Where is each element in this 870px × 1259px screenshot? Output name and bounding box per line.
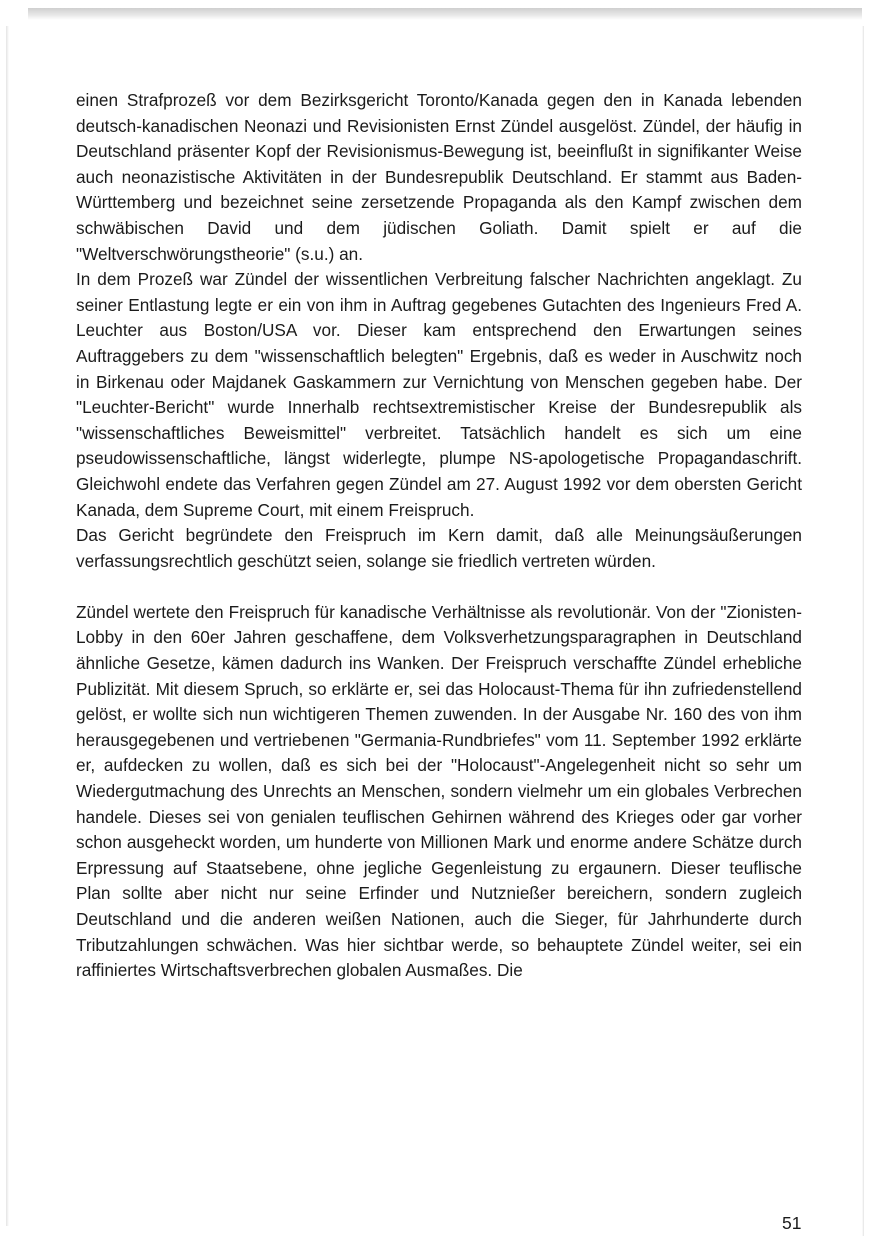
scan-right-edge — [862, 26, 864, 1236]
paragraph-4: Zündel wertete den Freispruch für kanadische Verhältnisse als revolutionär. Von der "Zionisten-Lobby in den 60er Jahren geschaffene, dem Volksverhetzungsparagraphen in Deutschland ähnliche Gesetze, kämen dadurch ins Wanken. Der Freispruch verschaffte Zündel erhebliche Publizität. Mit diesem Spruch, so erklärte er, sei das Holocaust-Thema für ihn zufriedenstellend gelöst, er wollte sich nun wichtigeren Themen zuwenden. In der Ausgabe Nr. 160 des von ihm herausgegebenen und vertriebenen "Germania-Rundbriefes" vom 11. September 1992 erklärte er, aufdecken zu wollen, daß es sich bei der "Holocaust"-Angelegenheit nicht so sehr um Wiedergutmachung des Unrechts an Menschen, sondern vielmehr um ein globales Verbrechen handele. Dieses sei von genialen teuflischen Gehirnen während des Krieges oder gar vorher schon ausgeheckt worden, um hunderte von Millionen Mark und enorme andere Schätze durch Erpressung auf Staatsebene, ohne jegliche Gegenleistung zu ergaunern. Dieser teuflische Plan sollte aber nicht nur seine Erfinder und Nutznießer bereichern, sondern zugleich Deutschland und die anderen weißen Nationen, auch die Sieger, für Jahrhunderte durch Tributzahlungen schwächen. Was hier sichtbar werde, so behauptete Zündel weiter, sei ein raffiniertes Wirtschaftsverbrechen globalen Ausmaßes. Die — [76, 601, 802, 981]
paragraph-2: In dem Prozeß war Zündel der wissentlichen Verbreitung falscher Nachrichten angeklagt. Zu seiner Entlastung legte er ein von ihm in Auftrag gegebenes Gutachten des Ingenieurs Fred A. Leuchter aus Boston/USA vor. Dieser kam entsprechend den Erwartungen seines Auftraggebers zu dem "wissenschaftlich belegten" Ergebnis, daß es weder in Auschwitz noch in Birkenau oder Majdanek Gaskammern zur Vernichtung von Menschen gegeben habe. Der "Leuchter-Bericht" wurde Innerhalb rechtsextremistischer Kreise der Bundesrepublik als "wissenschaftliches Beweismittel" verbreitet. Tatsächlich handelt es sich um eine pseudowissenschaftliche, längst widerlegte, plumpe NS-apologetische Propagandaschrift. Gleichwohl endete das Verfahren gegen Zündel am 27. August 1992 vor dem obersten Gericht Kanada, dem Supreme Court, mit einem Freispruch. — [76, 269, 802, 520]
scan-left-edge — [6, 26, 9, 1226]
paragraph-3: Das Gericht begründete den Freispruch im Kern damit, daß alle Meinungsäußerungen verfassungsrechtlich geschützt seien, solange sie friedlich vertreten würden. — [76, 525, 802, 571]
body-text — [76, 88, 802, 984]
paragraph-1: einen Strafprozeß vor dem Bezirksgericht Toronto/Kanada gegen den in Kanada lebenden deutsch-kanadischen Neonazi und Revisionisten Ernst Zündel ausgelöst. Zündel, der häufig in Deutschland präsenter Kopf der Revisionismus-Bewegung ist, beeinflußt in signifikanter Weise auch neonazistische Aktivitäten in der Bundesrepublik Deutschland. Er stammt aus Baden-Württemberg und bezeichnet seine zersetzende Propaganda als den Kampf zwischen dem schwäbischen David und dem jüdischen Goliath. Damit spielt er auf die "Weltverschwörungstheorie" (s.u.) an. — [76, 90, 802, 264]
scan-top-shadow — [28, 8, 862, 20]
page-number: 51 — [782, 1213, 802, 1233]
